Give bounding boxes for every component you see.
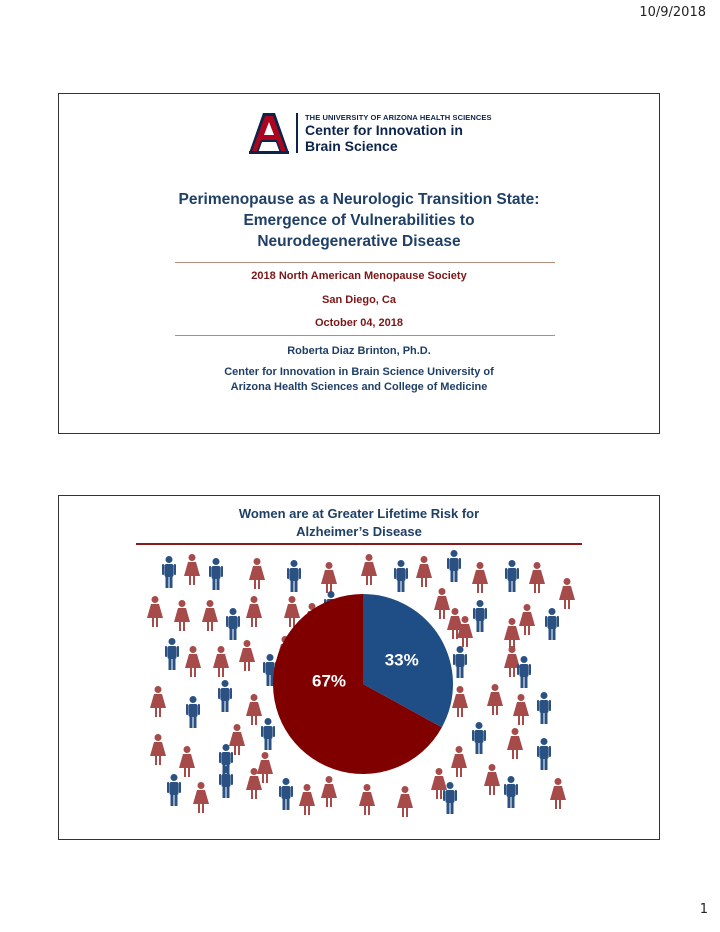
male-person-icon [261,718,275,750]
female-person-icon [202,600,218,631]
female-person-icon [519,604,535,635]
risk-slide [58,495,660,840]
logo-center-line1: Center for Innovation in [305,122,463,138]
male-person-icon [537,692,551,724]
divider-top [175,262,555,263]
female-person-icon [184,554,200,585]
male-person-icon [219,766,233,798]
female-person-icon [249,558,265,589]
slide-title-line-1: Women are at Greater Lifetime Risk for [238,506,480,521]
university-logo [249,111,492,155]
author-affiliation [59,365,659,395]
female-person-icon [299,784,315,815]
female-person-icon [147,596,163,627]
event-date: October 04, 2018 [314,317,404,329]
presentation-title [59,189,659,252]
page-date: 10/9/2018 [639,5,706,20]
affiliation-line-1: Center for Innovation in Brain Science University of [224,366,494,378]
male-person-icon [186,696,200,728]
female-person-icon [257,752,273,783]
female-person-icon [550,778,566,809]
pie-chart [273,594,453,774]
title-line-3: Neurodegenerative Disease [257,233,461,250]
female-person-icon [174,600,190,631]
female-person-icon [472,562,488,593]
female-person-icon [487,684,503,715]
female-person-icon [246,596,262,627]
female-person-icon [229,724,245,755]
female-person-icon [504,618,520,649]
female-person-icon [321,776,337,807]
event-location: San Diego, Ca [322,294,396,306]
male-person-icon [472,722,486,754]
male-person-icon [537,738,551,770]
pie-label-men: 33% [384,650,419,670]
female-person-icon [507,728,523,759]
female-person-icon [397,786,413,817]
female-person-icon [434,588,450,619]
female-person-icon [451,746,467,777]
female-person-icon [484,764,500,795]
male-person-icon [447,550,461,582]
female-person-icon [150,686,166,717]
male-person-icon [162,556,176,588]
event-name: 2018 North American Menopause Society [251,270,467,282]
female-person-icon [246,694,262,725]
female-person-icon [361,554,377,585]
male-person-icon [287,560,301,592]
people-pie-figure [59,496,659,839]
male-person-icon [167,774,181,806]
female-person-icon [150,734,166,765]
logo-university-text: THE UNIVERSITY OF ARIZONA HEALTH SCIENCES [305,113,492,122]
page-number: 1 [699,902,708,917]
title-line-2: Emergence of Vulnerabilities to [243,212,475,229]
male-person-icon [165,638,179,670]
male-person-icon [473,600,487,632]
male-person-icon [505,560,519,592]
arizona-a-logo-icon [249,111,289,155]
affiliation-line-2: Arizona Health Sciences and College of Medicine [230,381,488,393]
female-person-icon [193,782,209,813]
male-person-icon [394,560,408,592]
female-person-icon [416,556,432,587]
male-person-icon [545,608,559,640]
pie-label-women: 67% [311,671,347,691]
male-person-icon [209,558,223,590]
female-person-icon [513,694,529,725]
female-person-icon [185,646,201,677]
logo-divider [296,113,298,153]
male-person-icon [504,776,518,808]
female-person-icon [213,646,229,677]
female-person-icon [559,578,575,609]
female-person-icon [529,562,545,593]
slide-title-line-2: Alzheimer’s Disease [296,524,422,539]
female-person-icon [321,562,337,593]
female-person-icon [239,640,255,671]
logo-center-line2: Brain Science [305,138,398,154]
male-person-icon [218,680,232,712]
male-person-icon [279,778,293,810]
divider-bottom [175,335,555,336]
author-name: Roberta Diaz Brinton, Ph.D. [287,345,431,357]
title-line-1: Perimenopause as a Neurologic Transition State: [178,191,540,208]
female-person-icon [359,784,375,815]
title-slide [58,93,660,434]
male-person-icon [226,608,240,640]
female-person-icon [452,686,468,717]
male-person-icon [517,656,531,688]
female-person-icon [179,746,195,777]
male-person-icon [453,646,467,678]
